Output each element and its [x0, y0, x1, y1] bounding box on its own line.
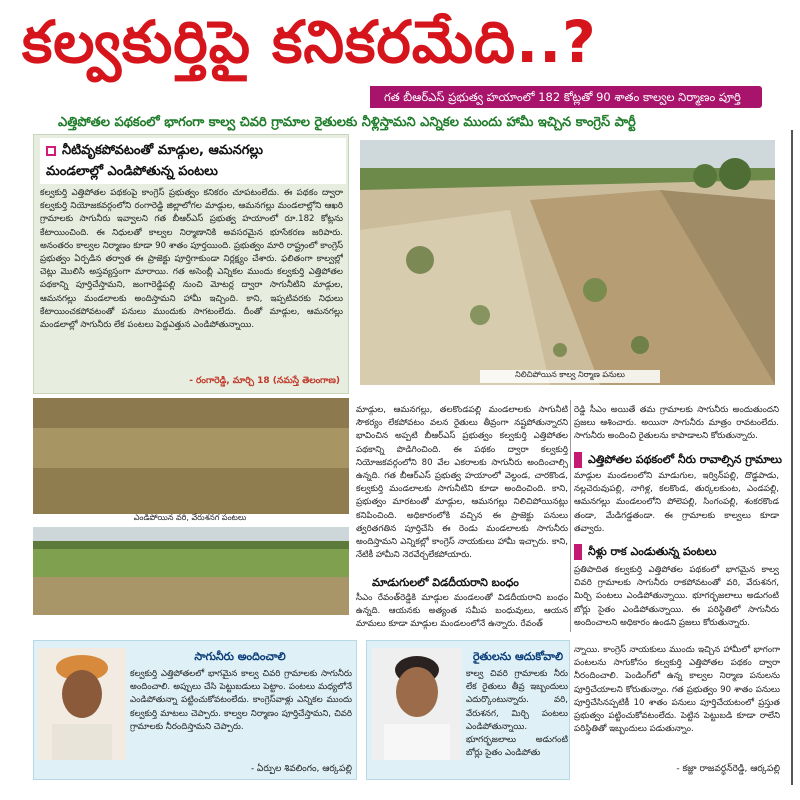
pink-marker-icon [574, 544, 582, 560]
canal-photo-illustration [360, 140, 775, 385]
canal-photo-caption: నిలిచిపోయిన కాల్వ నిర్మాణ పనులు [480, 370, 660, 383]
farmer-portrait-left [38, 648, 126, 760]
canal-photo [360, 140, 775, 385]
page-headline: కల్వకుర్తిపై కనికరమేది..? [22, 8, 597, 76]
column-divider [570, 400, 571, 632]
lead-byline: - రంగారెడ్డి, మార్చి 18 (నమస్తే తెలంగాణ) [189, 376, 340, 386]
col3-para-3: ప్రతిపాదిత కల్వకుర్తి ఎత్తిపోతల పథకంలో భాగమైన కాల్వ చివరి గ్రామాలకు సాగునీరు రాకపోవటంతో వరి, వేరుశనగ, మిర్చి పంటలు ఎండిపోతున్నాయి. భూగర్భజలాలు అడుగంటి బోర్లు సైతం ఎండిపోతున్నాయి. ఈ పరిస్థితిలో సాగునీరు అందించాలని అధికారం ఉండని ప్రజలు కోరుతున్నారు. [574, 565, 779, 628]
field-photo-caption: ఎండిపోయిన వరి, వేరుశనగ పంటలు [133, 513, 247, 522]
col3-subhead-2-text: నీళ్లు రాక ఎండుతున్న పంటలు [588, 545, 717, 558]
col3-para-2: మాడ్గుల మండలంలోని మాడుగుల, ఇర్విన్‌పల్లి, దొడ్డపాడు, నల్లచెరువుపల్లి, నాగిళ్ల, కలకొండ, తుర్కలకుంట, ఎండపల్లి, ఆమనగల్లు మండలంలోని పోలెపల్లి, సింగంపల్లి, శంకరకొండ తండా, మేడిగడ్డతండా. ఈ గ్రామాలకు కాల్వలు కూడా తవ్వారు. [574, 471, 779, 534]
sub-banner: గత బీఆర్ఎస్ ప్రభుత్వ హయాంలో 182 కోట్లతో 90 శాతం కాల్వల నిర్మాణం పూర్తి [370, 86, 762, 108]
square-bullet-icon [46, 146, 56, 156]
quote-right-text-1: కాల్వ చివరి గ్రామాలకు నీరు లేక రైతులు తీవ్ర ఇబ్బందులు ఎదుర్కొంటున్నారు. వరి, వేరుశనగ, మిర్చి పంటలు ఎండిపోతున్నాయి. భూగర్భజలాలు అడుగంటి బోర్లు సైతం ఎండిపోతు [466, 669, 568, 759]
dry-field-photo-2 [33, 527, 349, 615]
col2-para-1: మాడ్గుల, ఆమనగల్లు, తలకొండపల్లి మండలాలకు సాగునీటి సౌకర్యం లేకపోవటం వలన రైతులు తీవ్రంగా నష్టపోతున్నారని భావించిన అప్పటి బీఆర్ఎస్ ప్రభుత్వం కల్వకుర్తి ఎత్తిపోతల పథకాన్ని పొడిగించింది. ఈ పథకం ద్వారా కల్వకుర్తి నియోజకవర్గంలోని 80 వేల ఎకరాలకు సాగునీరు అందించాల్సి ఉన్నది. గత బీఆర్ఎస్ ప్రభుత్వ హయాంలో వెల్దండ, చారకొండ, కల్వకుర్తి మండలాలకు సాగునీటిని కూడా అందించింది. కాని, ప్రభుత్వం మారటంతో మాడ్గుల, ఆమనగల్లు నిలిచిపోయినట్లు కనిపించింది. అధికారంలోకి వచ్చిన ఈ ప్రాజెక్టు పనులు త్వరితగతిన పూర్తిచేసి ఈ రెండు మండలాలకు సాగునీరు అందిస్తామని ఎన్నికల్లో కాంగ్రెస్ నాయకులు హామీ ఇచ్చారు. కాని, నేటికీ హామీని నెరవేర్చలేకపోయారు. [356, 405, 568, 561]
quote-left-heading: సాగునీరు అందించాలి [194, 650, 286, 663]
dry-field-illustration-1 [33, 398, 349, 514]
strapline: ఎత్తిపోతల పథకంలో భాగంగా కాల్వ చివరి గ్రామాల రైతులకు నీళ్లిస్తామని ఎన్నికల ముందు హామీ ఇచ్చిన కాంగ్రెస్ పార్టీ [58, 115, 636, 130]
farmer-photo-left [38, 648, 126, 760]
lead-body: కల్వకుర్తి ఎత్తిపోతల పథకంపై కాంగ్రెస్ ప్రభుత్వం కనికరం చూపటంలేదు. ఈ పథకం ద్వారా కల్వకుర్తి నియోజకవర్గంలోని రంగారెడ్డి జిల్లాలోగల మాడ్గుల, ఆమనగల్లు మండలాల్లోని ఆఖరి గ్రామాలకు సాగునీరు ఇవ్వాలని గత బీఆర్ఎస్ ప్రభుత్వ హయాంలో రూ.182 కోట్లను కేటాయించింది. ఈ నిధులతో కాల్వల నిర్మాణానికి అవసరమైన భూసేకరణ జరిపారు. అనంతరం కాల్వల నిర్మాణం కూడా 90 శాతం పూర్తయింది. ప్రభుత్వం మారి రాష్ట్రంలో కాంగ్రెస్ ప్రభుత్వం ఏర్పడిన తర్వాత ఈ ప్రాజెక్టు పూర్తిగాకుండా నిర్లక్ష్యం చేశారు. ఫలితంగా కాల్వల్లో చెట్లు మొలిసి అస్తవ్యస్తంగా మారాయి. గత అసెంబ్లీ ఎన్నికల ముందు కల్వకుర్తి ఎత్తిపోతల పథకాన్ని పూర్తిచేస్తామని, జంగారెడ్డిపల్లి నుంచి మోటర్ల ద్వారా సాగునీటిని మాడ్గుల, ఆమనగల్లు మండలాలకు అందిస్తామని హామీ ఇచ్చింది. కాని, ఇప్పటివరకు నిధులు కేటాయించకపోవటంతో పనులు ముందుకు సాగటంలేదు. దీంతో మాడ్గుల, ఆమనగల్లు మండలాల్లో సాగునీరు లేక పంటలు పెద్దఎత్తున ఎండిపోతున్నాయి. [40, 188, 343, 331]
col3-subhead-1 [574, 452, 784, 469]
farmer-portrait-right [372, 648, 462, 760]
kicker-line-2: మండలాల్లో ఎండిపోతున్న పంటలు [46, 164, 218, 179]
kicker-box [40, 138, 346, 184]
pink-marker-icon [574, 452, 582, 468]
col2-para-2: సీఎం రేవంత్‌రెడ్డికి మాడ్గుల మండలంతో విడదీయరాని బంధం ఉన్నది. ఆయనకు అత్యంత సమీప బంధువులు, ఆయన మామలు కూడా మాడ్గుల మండలంలోనే ఉన్నారు. రేవంత్ [356, 593, 568, 630]
quote-left-byline: - ఏర్పుల శివలింగం, ఆర్కపల్లి [250, 764, 352, 774]
quote-right-heading: రైతులను ఆదుకోవాలి [472, 650, 564, 663]
col2-subhead: మాడుగులలో విడదీయరాని బంధం [372, 576, 519, 589]
farmer-photo-right [372, 648, 462, 760]
col3-subhead-1-text: ఎత్తిపోతల పథకంలో నీరు రావాల్సిన గ్రామాలు [588, 453, 782, 466]
quote-left-text: కల్వకుర్తి ఎత్తిపోతలలో భాగమైన కాల్వ చివరి గ్రామాలకు సాగునీరు అందించాలి. అప్పులు చేసి పెట్టుబడులు పెట్టాం. పంటలు మధ్యలోనే ఎండిపోతున్నా పట్టించుకోవటంలేదు. కాంగ్రెస్‌వాళ్లు ఎన్నికల ముందు కల్వకుర్తి మాటలు చెప్పారు. కాల్వల నిర్మాణం పూర్తిచేస్తామని, చివరి గ్రామాలకు నీరందిస్తామని చెప్పారు. [130, 669, 352, 732]
col3-para-1: రెడ్డి సీఎం అయితే తమ గ్రామాలకు సాగునీరు అందుతుందని ప్రజలు ఆశించారు. అయినా సాగునీరు మాత్రం రావటంలేదు. సాగునీరు అందించి రైతులను కాపాడాలని కోరుతున్నారు. [574, 405, 779, 442]
dry-field-photo-1 [33, 398, 349, 514]
kicker-line-1 [46, 140, 340, 161]
dry-field-illustration-2 [33, 527, 349, 615]
kicker-text-1: నీటివృకపోవటంతో మాడ్గుల, ఆమనగల్లు [62, 143, 263, 158]
page-edge-rule [791, 130, 793, 785]
quote-right-byline: - కజ్జా రాజవర్ధన్‌రెడ్డి, ఆర్కపల్లి [676, 764, 780, 774]
col3-subhead-2 [574, 544, 784, 561]
quote-right-text-2: న్నాయి. కాంగ్రెస్ నాయకులు ముందు ఇచ్చిన హామీలో భాగంగా పంటలను సాగుకోసం కల్వకుర్తి ఎత్తిపోతల పథకం ద్వారా నీరందించాలి. పెండింగ్‌లో ఉన్న కాల్వల నిర్మాణ పనులను పూర్తిచేయాలని కోరుతున్నాం. గత ప్రభుత్వం 90 శాతం పనులు పూర్తిచేసినప్పటికీ 10 శాతం పనులు పూర్తిచేయటంలో ప్రస్తుత ప్రభుత్వం పట్టించుకోవటంలేదు. పెట్టిన పెట్టుబడి కూడా రాలేని పరిస్థితితో ఇబ్బందులు పడుతున్నాం. [574, 645, 780, 735]
